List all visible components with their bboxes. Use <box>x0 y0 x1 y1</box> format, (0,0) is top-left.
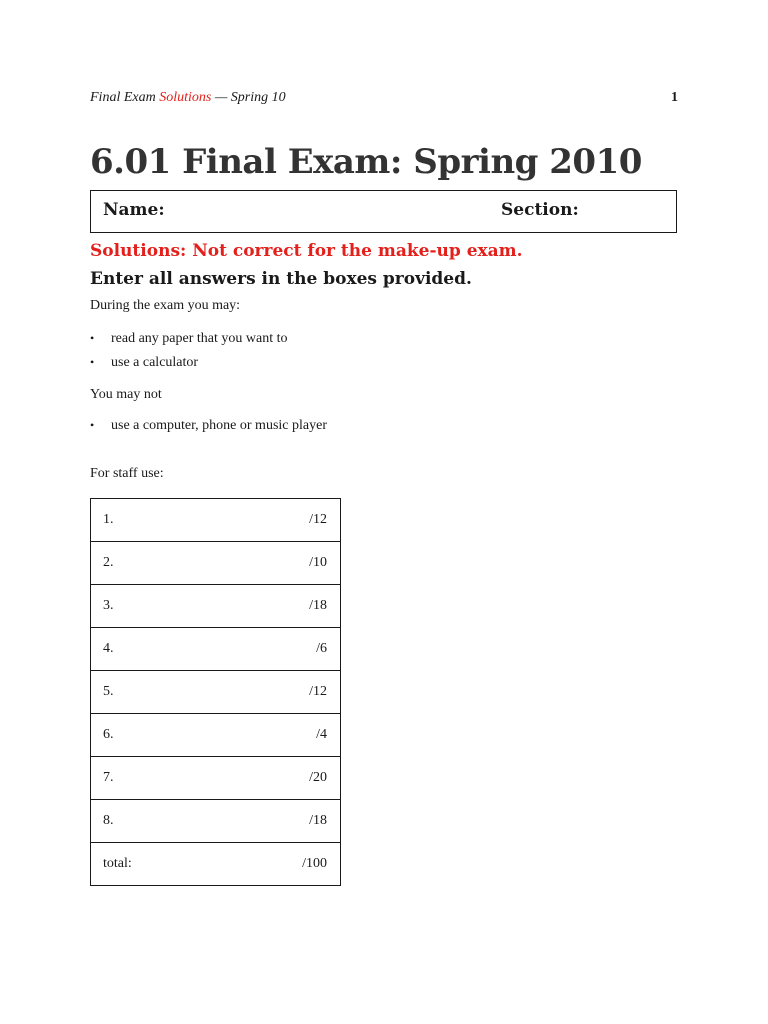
question-number: 5. <box>91 671 221 714</box>
may-list-item <box>90 331 288 347</box>
question-number: 3. <box>91 585 221 628</box>
running-header <box>90 90 678 110</box>
header-text-prefix: Final Exam <box>90 90 160 105</box>
bullet-icon: • <box>90 355 95 369</box>
page-number: 1 <box>671 90 678 105</box>
may-not-list-item <box>90 418 327 434</box>
table-row <box>91 628 341 671</box>
may-intro-text: During the exam you may: <box>90 298 241 313</box>
max-score: /20 <box>220 757 340 800</box>
table-row <box>91 714 341 757</box>
max-score: /6 <box>220 628 340 671</box>
question-number: 7. <box>91 757 221 800</box>
max-score: /18 <box>220 800 340 843</box>
max-score: /12 <box>220 671 340 714</box>
max-score: /4 <box>220 714 340 757</box>
bullet-icon: • <box>90 331 95 345</box>
question-number: 6. <box>91 714 221 757</box>
table-row <box>91 800 341 843</box>
question-number: 2. <box>91 542 221 585</box>
question-number: 1. <box>91 499 221 542</box>
exam-title: 6.01 Final Exam: Spring 2010 <box>90 142 642 182</box>
header-text-suffix: — Spring 10 <box>211 90 286 105</box>
staff-use-label: For staff use: <box>90 466 164 481</box>
max-score: /18 <box>220 585 340 628</box>
may-not-list-item-text: use a computer, phone or music player <box>111 418 327 433</box>
header-solutions-highlight: Solutions <box>159 90 212 105</box>
total-label: total: <box>91 843 221 886</box>
name-section-box <box>90 190 677 233</box>
instructions-heading: Enter all answers in the boxes provided. <box>90 269 472 289</box>
bullet-icon: • <box>90 418 95 432</box>
score-table <box>90 498 341 886</box>
may-list-item <box>90 355 198 371</box>
question-number: 4. <box>91 628 221 671</box>
table-row <box>91 499 341 542</box>
section-label: Section: <box>501 200 579 220</box>
solutions-note: Solutions: Not correct for the make-up exam. <box>90 241 523 261</box>
may-list-item-text: read any paper that you want to <box>111 331 288 346</box>
may-not-intro-text: You may not <box>90 387 162 402</box>
table-row <box>91 757 341 800</box>
max-score: /10 <box>220 542 340 585</box>
table-row <box>91 585 341 628</box>
table-row <box>91 542 341 585</box>
table-row-total <box>91 843 341 886</box>
name-label: Name: <box>103 200 165 220</box>
total-max-score: /100 <box>220 843 340 886</box>
max-score: /12 <box>220 499 340 542</box>
question-number: 8. <box>91 800 221 843</box>
table-row <box>91 671 341 714</box>
may-list-item-text: use a calculator <box>111 355 199 370</box>
